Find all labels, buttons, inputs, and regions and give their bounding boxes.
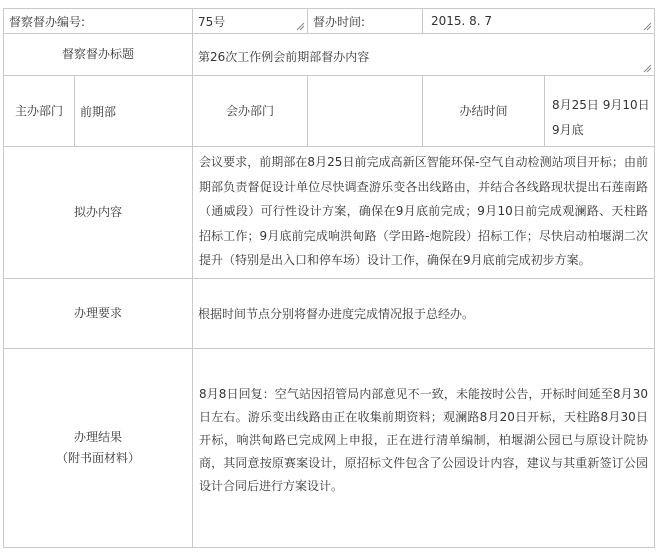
co-dept-label: 会办部门 [225, 103, 274, 118]
resize-handle-icon[interactable] [643, 64, 652, 73]
requirement-field[interactable] [192, 278, 655, 349]
host-dept-label-cell [3, 75, 75, 147]
content-text: 会议要求，前期部在8月25日前完成高新区智能环保-空气自动检测站项目开标；由前期部负责督促设计单位尽快调查游乐变各出线路由，并结合各线路现状提出石莲南路（通威段）可行性设计方案，确保在9月底前完成；9月10日前完成观澜路、天柱路招标工作；9月底前完成响洪甸路（学田路-炮院段）招标工作；尽快启动柏堰湖二次提升（特别是出入口和停车场）设计工作，确保在9月底前完成初步方案。 [199, 155, 648, 267]
deadline-value-line2: 9月底 [552, 123, 584, 137]
date-field[interactable] [422, 8, 655, 34]
result-sublabel: （附书面材料） [55, 451, 140, 465]
subject-label-cell [3, 33, 193, 76]
content-label: 拟办内容 [73, 205, 122, 219]
subject-value: 第26次工作例会前期部督办内容 [198, 50, 370, 64]
number-field[interactable] [192, 8, 308, 34]
result-field[interactable] [192, 348, 655, 548]
deadline-label: 办结时间 [459, 103, 508, 118]
number-label-cell [3, 8, 193, 34]
number-value: 75号 [198, 14, 226, 29]
content-field[interactable] [192, 146, 655, 279]
host-dept-value: 前期部 [80, 104, 117, 119]
resize-handle-icon[interactable] [296, 22, 305, 31]
date-label-cell [307, 8, 423, 34]
date-value: 2015. 8. 7 [431, 14, 493, 28]
result-label: 办理结果 [73, 430, 122, 444]
co-dept-label-cell [192, 75, 308, 147]
result-text: 8月8日回复：空气站因招管局内部意见不一致，未能按时公告，开标时间延至8月30日左右。游乐变出线路由正在收集前期资料；观澜路8月20日开标，天柱路8月30日开标，响洪甸路已完成网上申报，正在进行清单编制，柏堰湖公园已与原设计院协商，其同意按原赛案设计，原招标文件包含了公园设计内容，建议与其重新签订公园设计合同后进行方案设计。 [199, 387, 648, 493]
resize-handle-icon[interactable] [643, 22, 652, 31]
date-label: 督办时间: [313, 14, 366, 29]
requirement-text: 根据时间节点分别将督办进度完成情况报于总经办。 [198, 307, 475, 321]
co-dept-field[interactable] [307, 75, 423, 147]
deadline-label-cell [422, 75, 545, 147]
host-dept-label: 主办部门 [14, 103, 63, 118]
subject-label: 督察督办标题 [61, 47, 134, 61]
requirement-label-cell [3, 278, 193, 349]
content-label-cell [3, 146, 193, 279]
result-label-cell [3, 348, 193, 548]
deadline-field[interactable] [544, 75, 655, 147]
deadline-value-line1: 8月25日 9月10日 [552, 98, 650, 112]
number-label: 督察督办编号: [9, 14, 86, 29]
requirement-label: 办理要求 [73, 306, 122, 320]
supervision-form [3, 8, 655, 548]
host-dept-field[interactable] [74, 75, 193, 147]
subject-field[interactable] [192, 33, 655, 76]
